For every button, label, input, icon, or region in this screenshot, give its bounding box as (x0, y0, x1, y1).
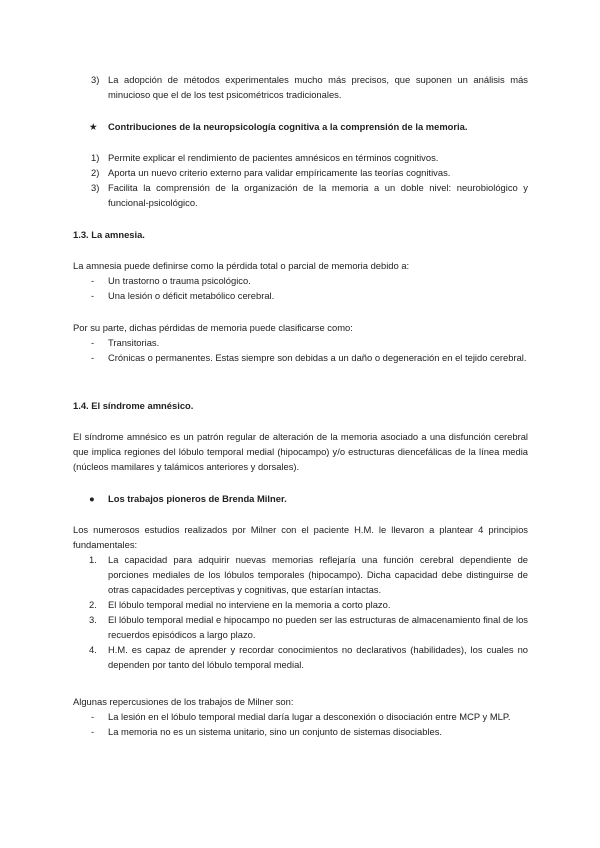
top-list (73, 72, 528, 102)
syndrome-paragraph (73, 429, 528, 474)
list-marker: - (91, 711, 95, 723)
milner-heading (73, 491, 528, 506)
list-item-text: La capacidad para adquirir nuevas memorias reflejaría una función cerebral dependiente de porciones mediales de los lóbulos temporales (hipocampo). Dicha capacidad debe distinguirse de otras capacidades perceptivas y cognitivas, que estarían intactas. (108, 554, 528, 596)
list-marker: - (91, 290, 95, 302)
bullet-icon: ● (89, 493, 95, 504)
paragraph: Por su parte, dichas pérdidas de memoria puede clasificarse como: (73, 322, 353, 333)
list-item (73, 72, 528, 102)
list-marker: 3) (91, 74, 100, 85)
list-item (73, 273, 528, 288)
list-item (73, 150, 528, 165)
list-marker: 2. (89, 599, 97, 611)
list-item-text: H.M. es capaz de aprender y recordar conocimientos no declarativos (habilidades), los cuales no dependen por tanto del lóbulo temporal medial. (108, 644, 528, 671)
list-marker: - (91, 726, 95, 738)
list-item-text: Facilita la comprensión de la organización de la memoria a un doble nivel: neurobiológico y funcional-psicológico. (108, 182, 528, 209)
paragraph: El síndrome amnésico es un patrón regular de alteración de la memoria asociado a una disfunción cerebral que implica regiones del lóbulo temporal medial (hipocampo) y/o estructuras diencefálicas de la línea media (núcleos mamilares y talámicos anteriores y dorsales). (73, 431, 528, 473)
amnesia-definition (73, 258, 528, 303)
paragraph: La amnesia puede definirse como la pérdida total o parcial de memoria debido a: (73, 260, 410, 271)
list-item-text: Un trastorno o trauma psicológico. (108, 275, 251, 287)
list-item-text: La lesión en el lóbulo temporal medial daría lugar a desconexión o disociación entre MCP y MLP. (108, 711, 511, 723)
list-item-text: Transitorias. (108, 337, 160, 349)
list-item-text: El lóbulo temporal medial no interviene en la memoria a corto plazo. (108, 599, 391, 611)
amnesia-types (73, 320, 528, 365)
list-item (73, 642, 528, 672)
contrib-list (73, 150, 528, 210)
list-item (73, 709, 528, 724)
list-marker: 1. (89, 554, 97, 566)
list-item (73, 612, 528, 642)
section-title: 1.3. La amnesia. (73, 229, 145, 240)
list-marker: 2) (91, 167, 100, 179)
list-marker: - (91, 337, 95, 349)
star-heading-line (73, 119, 528, 134)
list-item-text: Permite explicar el rendimiento de pacientes amnésicos en términos cognitivos. (108, 152, 439, 163)
list-marker: 3. (89, 614, 97, 626)
milner-principles (73, 522, 528, 672)
milner-repercussions (73, 694, 528, 739)
star-heading (73, 119, 528, 134)
list-item-text: El lóbulo temporal medial e hipocampo no pueden ser las estructuras de almacenamiento final de los recuerdos episódicos a largo plazo. (108, 614, 528, 641)
bullet-heading-text: Los trabajos pioneros de Brenda Milner. (108, 493, 287, 504)
star-heading-text: Contribuciones de la neuropsicología cognitiva a la comprensión de la memoria. (108, 121, 468, 132)
paragraph: Algunas repercusiones de los trabajos de Milner son: (73, 696, 294, 707)
list-item (73, 335, 528, 350)
list-item-text: Crónicas o permanentes. Estas siempre son debidas a un daño o degeneración en el tejido cerebral. (108, 352, 527, 364)
list-item (73, 165, 528, 180)
list-marker: - (91, 352, 95, 364)
section-1-4-title (73, 398, 528, 413)
list-item (73, 350, 528, 365)
bullet-heading-line (73, 491, 528, 506)
list-item-text: Una lesión o déficit metabólico cerebral. (108, 290, 275, 302)
list-item-text: Aporta un nuevo criterio externo para validar empíricamente las teorías cognitivas. (108, 167, 451, 179)
list-marker: 1) (91, 152, 100, 163)
star-icon: ★ (89, 121, 98, 132)
list-item (73, 597, 528, 612)
list-item (73, 288, 528, 303)
list-item-text: La adopción de métodos experimentales mucho más precisos, que suponen un análisis más minucioso que el de los test psicométricos tradicionales. (108, 74, 528, 101)
list-item (73, 552, 528, 597)
section-title: 1.4. El síndrome amnésico. (73, 400, 194, 411)
list-item (73, 180, 528, 210)
section-1-3-title (73, 227, 528, 242)
list-marker: 4. (89, 644, 97, 656)
list-marker: - (91, 275, 95, 287)
paragraph: Los numerosos estudios realizados por Milner con el paciente H.M. le llevaron a plantear 4 principios fundamentales: (73, 524, 528, 551)
list-item-text: La memoria no es un sistema unitario, sino un conjunto de sistemas disociables. (108, 726, 443, 738)
list-marker: 3) (91, 182, 100, 194)
list-item (73, 724, 528, 739)
